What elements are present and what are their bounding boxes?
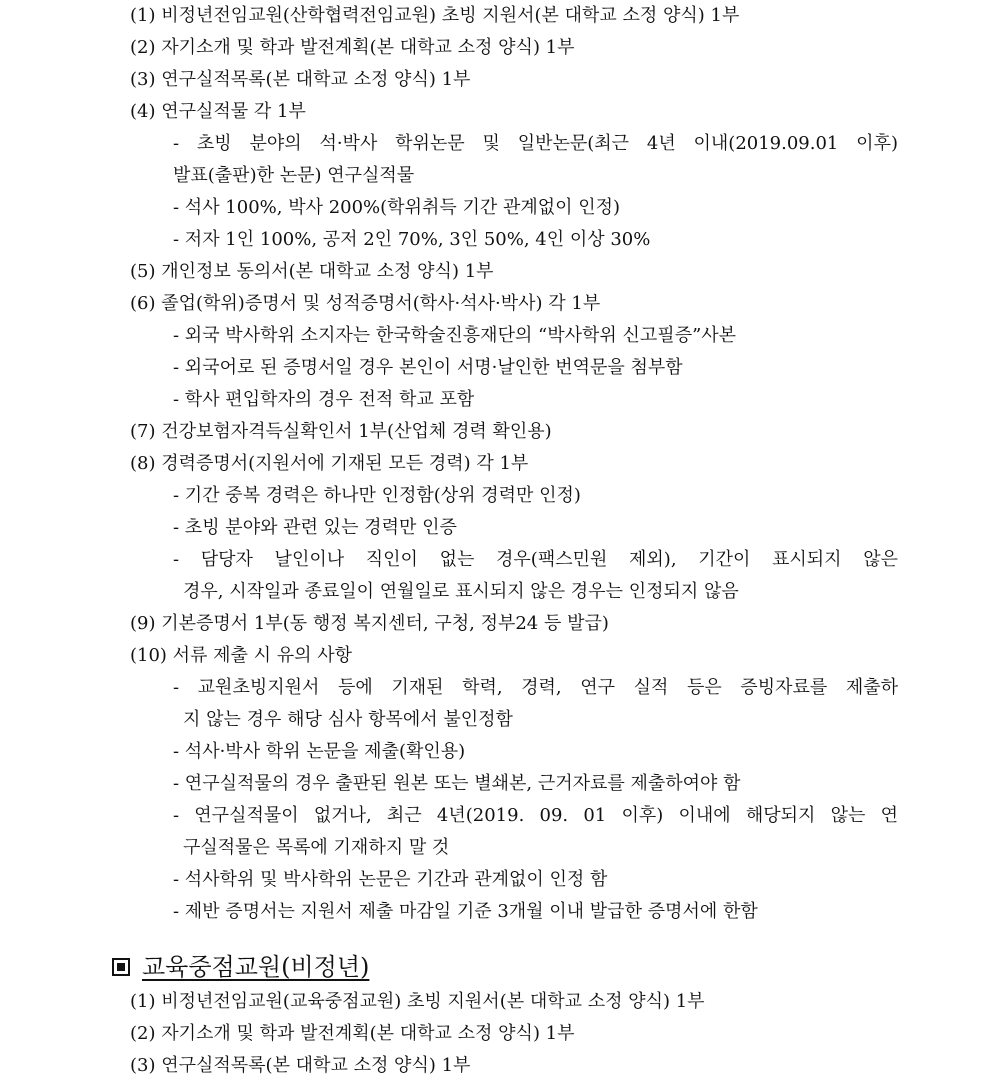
list-item: (8) 경력증명서(지원서에 기재된 모든 경력) 각 1부 bbox=[130, 453, 529, 474]
list-subitem: - 초빙 분야의 석·박사 학위논문 및 일반논문(최근 4년 이내(2019.09.01 이후) bbox=[173, 133, 898, 154]
list-subitem: - 석사·박사 학위 논문을 제출(확인용) bbox=[173, 741, 466, 762]
list-subitem-continued: 구실적물은 목록에 기재하지 말 것 bbox=[183, 837, 450, 858]
list-subitem: - 외국어로 된 증명서일 경우 본인이 서명·날인한 번역문을 첨부함 bbox=[173, 357, 683, 378]
list-item: (1) 비정년전임교원(산학협력전임교원) 초빙 지원서(본 대학교 소정 양식) 1부 bbox=[130, 5, 740, 26]
list-item: (3) 연구실적목록(본 대학교 소정 양식) 1부 bbox=[130, 69, 471, 90]
list-subitem: - 연구실적물이 없거나, 최근 4년(2019. 09. 01 이후) 이내에 해당되지 않는 연 bbox=[173, 805, 898, 826]
list-item: (1) 비정년전임교원(교육중점교원) 초빙 지원서(본 대학교 소정 양식) 1부 bbox=[130, 991, 705, 1012]
filled-square-icon bbox=[112, 958, 130, 976]
list-subitem: - 교원초빙지원서 등에 기재된 학력, 경력, 연구 실적 등은 증빙자료를 제출하 bbox=[173, 677, 898, 698]
list-item: (2) 자기소개 및 학과 발전계획(본 대학교 소정 양식) 1부 bbox=[130, 1023, 575, 1044]
list-subitem: - 외국 박사학위 소지자는 한국학술진흥재단의 “박사학위 신고필증”사본 bbox=[173, 325, 737, 346]
list-subitem: - 연구실적물의 경우 출판된 원본 또는 별쇄본, 근거자료를 제출하여야 함 bbox=[173, 773, 741, 794]
list-subitem-continued: 발표(출판)한 논문) 연구실적물 bbox=[173, 165, 415, 186]
list-subitem: - 저자 1인 100%, 공저 2인 70%, 3인 50%, 4인 이상 30% bbox=[173, 229, 651, 250]
list-item: (9) 기본증명서 1부(동 행정 복지센터, 구청, 정부24 등 발급) bbox=[130, 613, 609, 634]
list-subitem: - 석사학위 및 박사학위 논문은 기간과 관계없이 인정 함 bbox=[173, 869, 608, 890]
list-subitem: - 담당자 날인이나 직인이 없는 경우(팩스민원 제외), 기간이 표시되지 않은 bbox=[173, 549, 898, 570]
list-subitem: - 제반 증명서는 지원서 제출 마감일 기준 3개월 이내 발급한 증명서에 한함 bbox=[173, 901, 758, 922]
list-subitem-continued: 경우, 시작일과 종료일이 연월일로 표시되지 않은 경우는 인정되지 않음 bbox=[183, 581, 739, 602]
list-subitem: - 학사 편입학자의 경우 전적 학교 포함 bbox=[173, 389, 475, 410]
list-subitem-continued: 지 않는 경우 해당 심사 항목에서 불인정함 bbox=[183, 709, 513, 730]
list-item: (4) 연구실적물 각 1부 bbox=[130, 101, 306, 122]
list-item: (6) 졸업(학위)증명서 및 성적증명서(학사·석사·박사) 각 1부 bbox=[130, 293, 601, 314]
list-subitem: - 기간 중복 경력은 하나만 인정함(상위 경력만 인정) bbox=[173, 485, 581, 506]
list-subitem: - 초빙 분야와 관련 있는 경력만 인증 bbox=[173, 517, 457, 538]
list-item: (10) 서류 제출 시 유의 사항 bbox=[130, 645, 353, 666]
list-item: (3) 연구실적목록(본 대학교 소정 양식) 1부 bbox=[130, 1055, 471, 1076]
list-item: (5) 개인정보 동의서(본 대학교 소정 양식) 1부 bbox=[130, 261, 494, 282]
list-subitem: - 석사 100%, 박사 200%(학위취득 기간 관계없이 인정) bbox=[173, 197, 621, 218]
section-heading bbox=[112, 952, 369, 982]
list-item: (2) 자기소개 및 학과 발전계획(본 대학교 소정 양식) 1부 bbox=[130, 37, 575, 58]
list-item: (7) 건강보험자격득실확인서 1부(산업체 경력 확인용) bbox=[130, 421, 552, 442]
section-title: 교육중점교원(비정년) bbox=[142, 953, 370, 981]
